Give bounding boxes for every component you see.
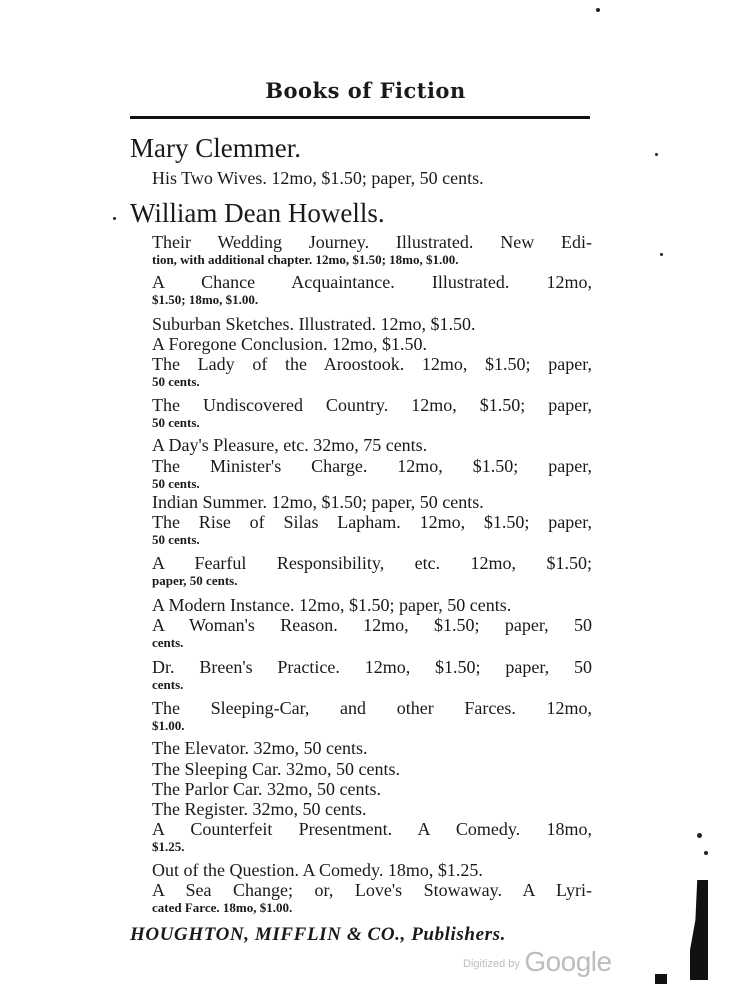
entry-line: Out of the Question. A Comedy. 18mo, $1.25. [152, 860, 483, 880]
entry-continuation: 50 cents. [152, 532, 200, 547]
entry-continuation: 50 cents. [152, 374, 200, 389]
entry-line: Dr. Breen's Practice. 12mo, $1.50; paper, 50 [152, 657, 592, 677]
entry-line: The Rise of Silas Lapham. 12mo, $1.50; paper, [152, 512, 592, 532]
entry-line: The Lady of the Aroostook. 12mo, $1.50; paper, [152, 354, 592, 374]
entry-continuation: cated Farce. 18mo, $1.00. [152, 900, 293, 915]
publisher-imprint: HOUGHTON, MIFFLIN & CO., Publishers. [130, 924, 506, 945]
entry-line: The Elevator. 32mo, 50 cents. [152, 738, 368, 758]
scan-speck [596, 8, 600, 12]
entry-line: A Woman's Reason. 12mo, $1.50; paper, 50 [152, 615, 592, 635]
entry-line: The Minister's Charge. 12mo, $1.50; paper, [152, 456, 592, 476]
entry-line: A Modern Instance. 12mo, $1.50; paper, 50 cents. [152, 595, 512, 615]
watermark-brand: Google [524, 946, 612, 977]
author-heading: William Dean Howells. [130, 198, 385, 228]
entry-continuation: 50 cents. [152, 476, 200, 491]
entry-line: A Day's Pleasure, etc. 32mo, 75 cents. [152, 435, 428, 455]
entry-continuation: $1.25. [152, 839, 185, 854]
entry-line: Suburban Sketches. Illustrated. 12mo, $1.50. [152, 314, 476, 334]
entry-continuation: cents. [152, 677, 184, 692]
scan-speck [660, 253, 663, 256]
entry-line: A Sea Change; or, Love's Stowaway. A Lyri- [152, 880, 592, 900]
scan-speck [697, 833, 702, 838]
author-heading: Mary Clemmer. [130, 133, 301, 163]
entry-continuation: $1.00. [152, 718, 185, 733]
scan-edge-artifact [690, 880, 708, 980]
entry-continuation: paper, 50 cents. [152, 573, 238, 588]
entry-continuation: $1.50; 18mo, $1.00. [152, 292, 259, 307]
entry-line: His Two Wives. 12mo, $1.50; paper, 50 cents. [152, 168, 484, 188]
entry-line: A Fearful Responsibility, etc. 12mo, $1.50; [152, 553, 592, 573]
entry-line: The Sleeping-Car, and other Farces. 12mo, [152, 698, 592, 718]
scan-speck [113, 217, 116, 220]
header-rule [130, 116, 590, 119]
entry-line: Indian Summer. 12mo, $1.50; paper, 50 cents. [152, 492, 484, 512]
entry-line: The Parlor Car. 32mo, 50 cents. [152, 779, 381, 799]
watermark-prefix: Digitized by [463, 958, 520, 970]
entry-line: The Sleeping Car. 32mo, 50 cents. [152, 759, 400, 779]
digitization-watermark [463, 946, 612, 978]
scan-speck [704, 851, 708, 855]
entry-continuation: tion, with additional chapter. 12mo, $1.50; 18mo, $1.00. [152, 252, 459, 267]
scan-speck [655, 153, 658, 156]
entry-line: A Chance Acquaintance. Illustrated. 12mo, [152, 272, 592, 292]
entry-line: A Counterfeit Presentment. A Comedy. 18mo, [152, 819, 592, 839]
entry-continuation: cents. [152, 635, 184, 650]
entry-line: A Foregone Conclusion. 12mo, $1.50. [152, 334, 427, 354]
entry-line: Their Wedding Journey. Illustrated. New Edi- [152, 232, 592, 252]
entry-line: The Register. 32mo, 50 cents. [152, 799, 367, 819]
scan-edge-artifact [655, 974, 667, 984]
entry-continuation: 50 cents. [152, 415, 200, 430]
running-head: Books of Fiction [265, 78, 466, 103]
entry-line: The Undiscovered Country. 12mo, $1.50; paper, [152, 395, 592, 415]
